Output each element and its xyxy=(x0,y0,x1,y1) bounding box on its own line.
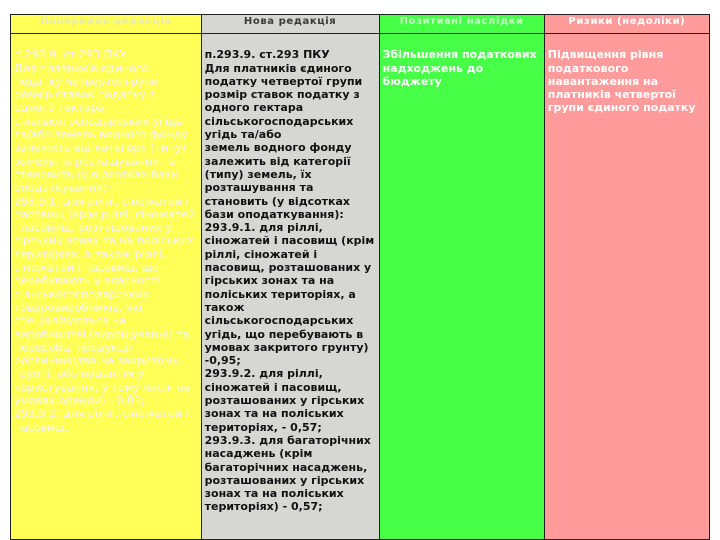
header-previous-edition: Попередня редакція xyxy=(11,15,202,34)
cell-positive-effects xyxy=(379,34,544,540)
new-edition-text: п.293.9. ст.293 ПКУ Для платників єдиного податку четвертої групи розмір ставок податку з одного гектара сільськогосподарських угідь та/або земель водного фонду залежить від категорії (типу) земель, їх розташування та становить (у відсотках бази оподаткування): 293.9.1. для ріллі, сіножатей і пасовищ (крім ріллі, сіножатей і пасовищ, розташованих у гірських зонах та на поліських територіях, а також сільськогосподарських угідь, що перебувають в умовах закритого грунту) -0,95; 293.9.2. для ріллі, сіножатей і пасовищ, розташованих у гірських зонах та на поліських територіях, - 0,57; 293.9.3. для багаторічних насаджень (крім багаторічних насаджень, розташованих у гірських зонах та на поліських територіях) - 0,57; xyxy=(204,48,375,514)
positive-effects-text: Збільшення податкових надходжень до бюджету xyxy=(382,48,537,88)
cell-risks xyxy=(544,34,709,540)
header-row xyxy=(11,15,710,34)
cell-previous-edition xyxy=(11,34,202,540)
header-new-edition: Нова редакція xyxy=(201,15,379,34)
table-row xyxy=(11,34,710,540)
comparison-table xyxy=(10,14,710,540)
header-positive-effects: Позитивні наслідки xyxy=(379,15,544,34)
risks-text: Підвищення рівня податкового навантаження на платників четвертої групи єдиного податку xyxy=(547,48,696,115)
previous-edition-text: п.293.9. ст.293 ПКУ Для платників єдиного податку четвертої групи розмір ставок податку з одного гектара сільськогосподарських угідь та/або земель водного фонду залежить від категорії (типу) земель, їх розташування та становить (у відсотках бази оподаткування): 293.9.1. для ріллі, сіножатей і пасовищ (крім ріллі, сіножатей і пасовищ, розташованих у гірських зонах та на поліських територіях, а також ріллі, сіножатей і пасовищ, що перебувають у власності сільськогосподарських товаровиробників, які спеціалізуються на виробництві (вирощуванні) та переробці продукції рослинництва на закритому грунті, або надані їм у користування, у тому числі на умовах оренди) - 0,81; 293.9.2. для ріллі, сіножатей і пасовищ, xyxy=(14,48,196,434)
cell-new-edition xyxy=(201,34,379,540)
header-risks: Ризики (недоліки) xyxy=(544,15,709,34)
